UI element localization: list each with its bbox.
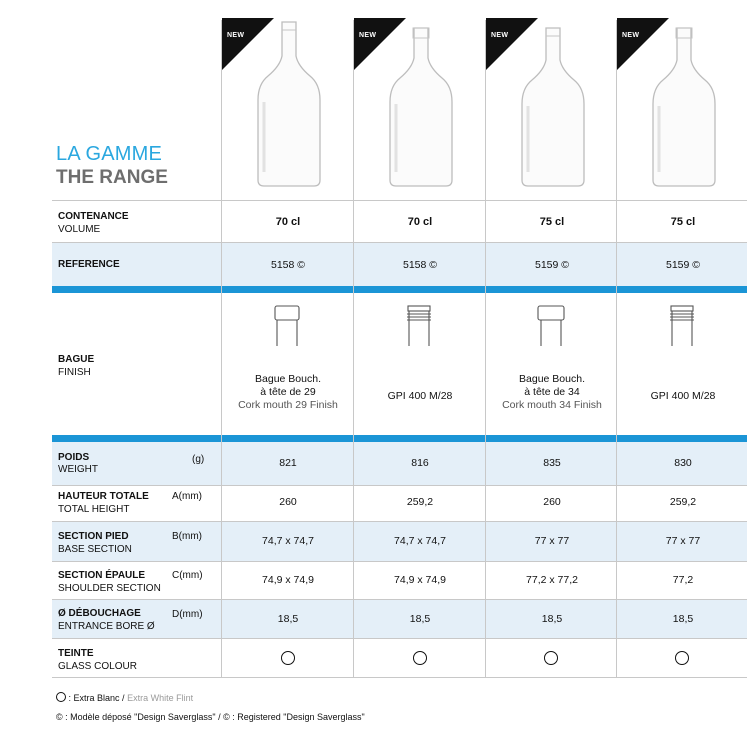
label-bore-unit: D(mm) xyxy=(172,609,203,620)
label-weight-en: WEIGHT xyxy=(58,464,98,475)
circle-icon xyxy=(56,692,66,702)
cell-weight: 821 xyxy=(279,457,297,469)
label-base-en: BASE SECTION xyxy=(58,544,132,555)
new-badge-label: NEW xyxy=(227,32,245,39)
extra-white-flint-circle-icon xyxy=(544,651,558,665)
row-divider xyxy=(52,561,747,562)
cork-mouth-finish-icon xyxy=(535,304,567,348)
cell-finish-line1: GPI 400 M/28 xyxy=(387,390,453,402)
new-badge-label: NEW xyxy=(491,32,509,39)
label-volume-fr: CONTENANCE xyxy=(58,211,129,222)
extra-white-flint-circle-icon xyxy=(281,651,295,665)
label-base-unit: B(mm) xyxy=(172,531,202,542)
cell-weight: 816 xyxy=(411,457,429,469)
cell-reference: 5158 © xyxy=(402,259,437,271)
accent-bar-middle xyxy=(52,435,747,442)
range-title-fr: LA GAMME xyxy=(56,143,163,165)
cell-height: 260 xyxy=(279,496,297,508)
cell-finish-line2: à tête de 29 xyxy=(260,386,316,398)
cell-base: 74,7 x 74,7 xyxy=(394,535,446,547)
row-divider xyxy=(52,242,747,243)
bottle-tall-icon xyxy=(376,18,466,190)
screw-finish-icon xyxy=(666,304,698,348)
label-finish-en: FINISH xyxy=(58,367,91,378)
extra-white-flint-circle-icon xyxy=(413,651,427,665)
cell-volume: 70 cl xyxy=(407,216,433,228)
label-shoulder-fr: SECTION ÉPAULE xyxy=(58,570,146,581)
cell-bore: 18,5 xyxy=(277,613,299,625)
label-height-fr: HAUTEUR TOTALE xyxy=(58,491,149,502)
cell-finish-line1: Bague Bouch. xyxy=(519,373,585,385)
cell-bore: 18,5 xyxy=(541,613,563,625)
label-height-unit: A(mm) xyxy=(172,491,202,502)
cell-volume: 70 cl xyxy=(275,216,301,228)
cell-finish xyxy=(486,373,618,412)
label-reference: REFERENCE xyxy=(58,259,120,270)
cell-finish-line2: à tête de 34 xyxy=(524,386,580,398)
range-title-en: THE RANGE xyxy=(56,167,168,188)
cell-finish xyxy=(617,390,749,402)
bottle-tall-icon xyxy=(508,18,598,190)
cell-volume: 75 cl xyxy=(670,216,696,228)
row-divider xyxy=(52,200,747,201)
cell-base: 74,7 x 74,7 xyxy=(262,535,314,547)
label-colour-fr: TEINTE xyxy=(58,648,94,659)
cell-reference: 5158 © xyxy=(270,259,305,271)
cell-reference: 5159 © xyxy=(665,259,700,271)
cell-base: 77 x 77 xyxy=(534,535,570,547)
new-badge-label: NEW xyxy=(359,32,377,39)
column-header-4 xyxy=(617,18,747,198)
legend-colour-en: Extra White Flint xyxy=(127,693,194,703)
screw-finish-icon xyxy=(403,304,435,348)
column-header-3 xyxy=(486,18,616,198)
legend-colour xyxy=(56,692,193,703)
cell-base: 77 x 77 xyxy=(665,535,701,547)
cell-shoulder: 77,2 xyxy=(672,574,694,586)
row-divider xyxy=(52,599,747,600)
bottle-tall-icon xyxy=(244,18,334,190)
label-bore-fr: Ø DÉBOUCHAGE xyxy=(58,608,141,619)
label-weight-fr: POIDS xyxy=(58,452,90,463)
cell-weight: 830 xyxy=(674,457,692,469)
cell-bore: 18,5 xyxy=(409,613,431,625)
label-shoulder-en: SHOULDER SECTION xyxy=(58,583,161,594)
row-divider xyxy=(52,677,747,678)
label-base-fr: SECTION PIED xyxy=(58,531,129,542)
cell-height: 259,2 xyxy=(406,496,434,508)
label-bore-en: ENTRANCE BORE Ø xyxy=(58,621,155,632)
row-divider xyxy=(52,521,747,522)
cell-finish-en: Cork mouth 29 Finish xyxy=(238,399,338,411)
cell-volume: 75 cl xyxy=(539,216,565,228)
label-shoulder-unit: C(mm) xyxy=(172,570,203,581)
label-weight-unit: (g) xyxy=(192,454,205,465)
cell-shoulder: 77,2 x 77,2 xyxy=(526,574,578,586)
label-finish-fr: BAGUE xyxy=(58,354,95,365)
column-header-1 xyxy=(222,18,353,198)
new-badge-label: NEW xyxy=(622,32,640,39)
accent-bar-top xyxy=(52,286,747,293)
cell-weight: 835 xyxy=(543,457,561,469)
legend-colour-fr: : Extra Blanc / xyxy=(68,693,125,703)
cell-bore: 18,5 xyxy=(672,613,694,625)
cell-finish xyxy=(354,390,486,402)
cell-shoulder: 74,9 x 74,9 xyxy=(394,574,446,586)
label-height-en: TOTAL HEIGHT xyxy=(58,504,130,515)
cell-height: 260 xyxy=(543,496,561,508)
column-header-2 xyxy=(354,18,485,198)
cell-finish xyxy=(222,373,354,412)
row-divider xyxy=(52,485,747,486)
cell-finish-line1: GPI 400 M/28 xyxy=(650,390,716,402)
cell-reference: 5159 © xyxy=(534,259,569,271)
row-divider xyxy=(52,638,747,639)
cork-mouth-finish-icon xyxy=(271,304,303,348)
bottle-tall-icon xyxy=(639,18,729,190)
cell-height: 259,2 xyxy=(669,496,697,508)
extra-white-flint-circle-icon xyxy=(675,651,689,665)
legend-registered-design: © : Modèle déposé "Design Saverglass" / © : Registered "Design Saverglass" xyxy=(56,712,365,722)
cell-finish-line1: Bague Bouch. xyxy=(255,373,321,385)
label-colour-en: GLASS COLOUR xyxy=(58,661,137,672)
cell-finish-en: Cork mouth 34 Finish xyxy=(502,399,602,411)
label-volume-en: VOLUME xyxy=(58,224,101,235)
cell-shoulder: 74,9 x 74,9 xyxy=(262,574,314,586)
